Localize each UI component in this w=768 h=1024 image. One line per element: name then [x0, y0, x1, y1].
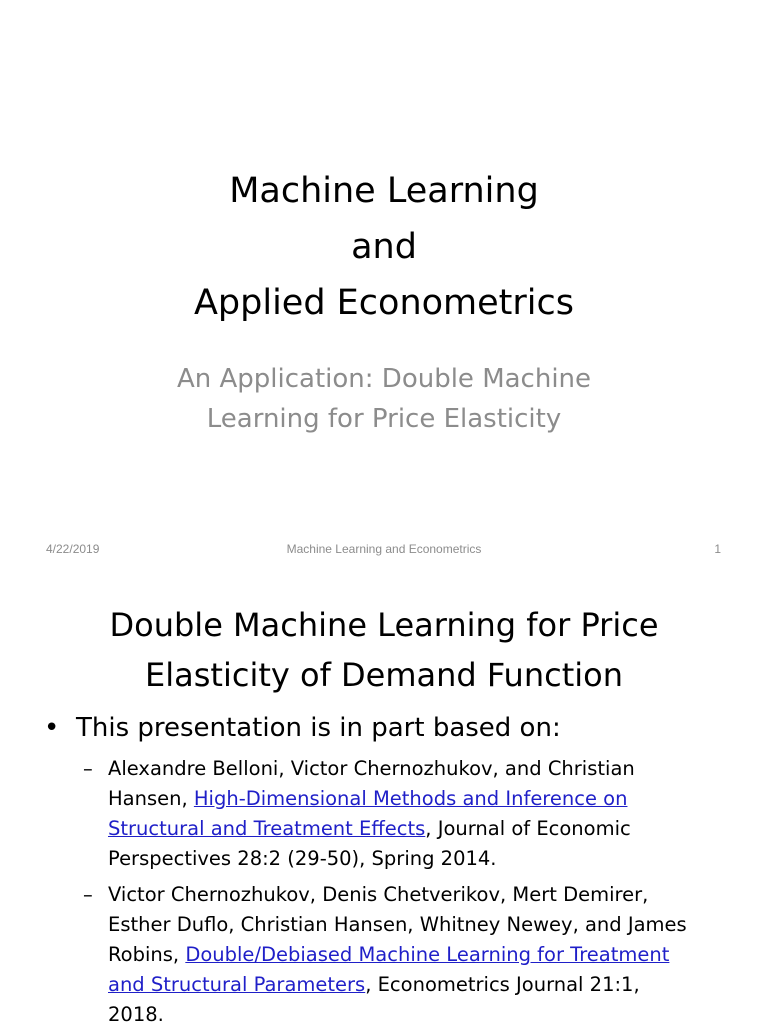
bullet-item	[44, 708, 744, 748]
slide-title	[0, 600, 768, 700]
bullet-text: This presentation is in part based on:	[76, 713, 561, 743]
title-line-2: Elasticity of Demand Function	[145, 656, 623, 694]
reference-item	[83, 880, 733, 1024]
footer-date: 4/22/2019	[46, 542, 100, 556]
reference-journal: , Journal of Economic	[425, 817, 631, 840]
reference-item	[83, 754, 733, 874]
reference-authors-cont: Esther Duflo, Christian Hansen, Whitney Newey, and James	[108, 913, 687, 936]
slide-title	[0, 163, 768, 331]
footer-title: Machine Learning and Econometrics	[286, 542, 482, 556]
reference-authors-cont: Hansen,	[108, 787, 194, 810]
slide-subtitle	[0, 359, 768, 439]
reference-journal-cont: Perspectives 28:2 (29-50), Spring 2014.	[108, 847, 497, 870]
reference-journal: , Econometrics Journal 21:1,	[365, 973, 640, 996]
reference-authors: Alexandre Belloni, Victor Chernozhukov, and Christian	[108, 757, 635, 780]
reference-text	[108, 880, 733, 1024]
dash-marker: –	[83, 883, 93, 906]
title-line-2: and	[351, 227, 417, 267]
bullet-marker: •	[44, 713, 60, 743]
reference-authors: Victor Chernozhukov, Denis Chetverikov, Mert Demirer,	[108, 883, 649, 906]
content-slide	[0, 576, 768, 1024]
reference-list	[83, 754, 733, 1024]
reference-link-cont[interactable]: and Structural Parameters	[108, 973, 366, 996]
reference-text	[108, 754, 733, 874]
reference-year: 2018.	[108, 1003, 164, 1024]
reference-link[interactable]: High-Dimensional Methods and Inference on	[193, 787, 628, 810]
dash-marker: –	[83, 757, 93, 780]
title-line-3: Applied Econometrics	[193, 283, 574, 323]
title-line-1: Machine Learning	[229, 171, 539, 211]
subtitle-line-1: An Application: Double Machine	[176, 364, 592, 394]
title-line-1: Double Machine Learning for Price	[109, 606, 659, 644]
subtitle-line-2: Learning for Price Elasticity	[206, 404, 562, 434]
reference-link-cont[interactable]: Structural and Treatment Effects	[108, 817, 426, 840]
reference-authors-end: Robins,	[108, 943, 186, 966]
reference-link[interactable]: Double/Debiased Machine Learning for Treatment	[185, 943, 670, 966]
footer-page-number: 1	[714, 542, 721, 556]
